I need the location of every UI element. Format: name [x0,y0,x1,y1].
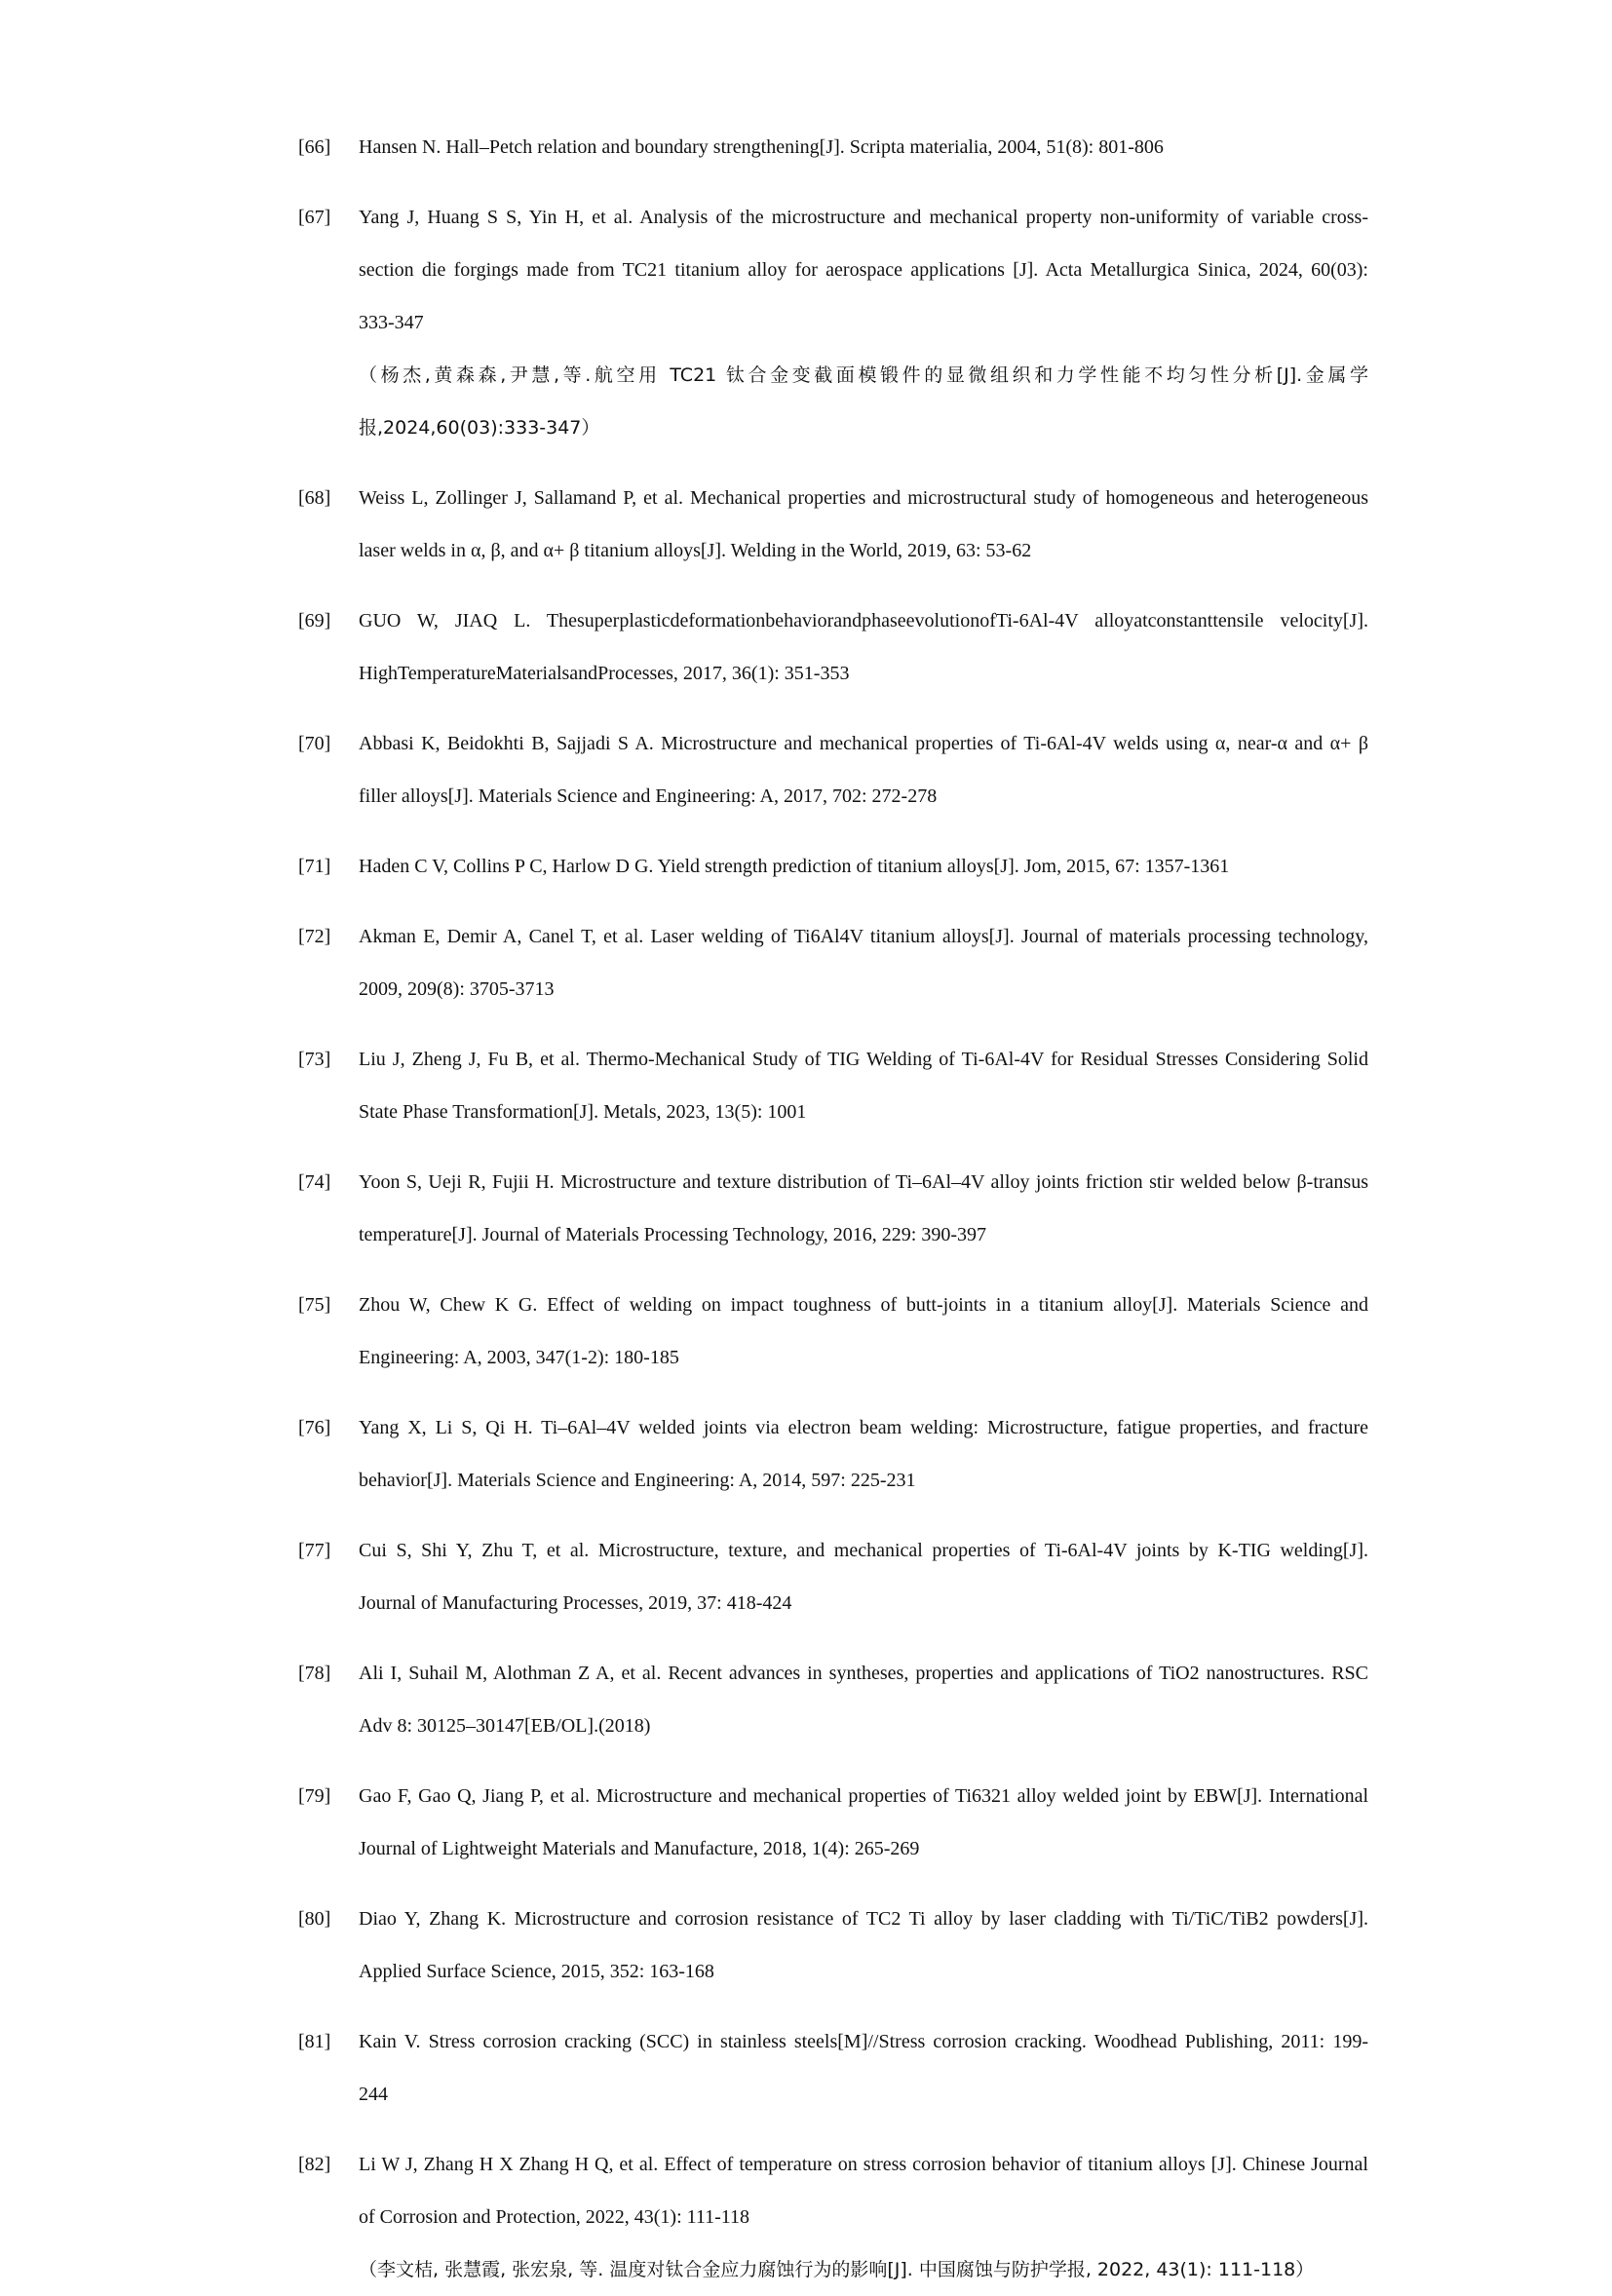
reference-number: [71] [298,856,331,877]
reference-text [359,2138,1368,2296]
reference-text [359,1893,1368,1998]
reference-line: laser welds in α, β, and α+ β titanium alloys[J]. Welding in the World, 2019, 63: 53-62 [359,540,1032,561]
reference-text [359,717,1368,823]
reference-line: section die forgings made from TC21 titanium alloy for aerospace applications [J]. Acta Metallurgica Sinica, 2024, 60(03): [359,259,1368,281]
reference-text [359,1770,1368,1875]
reference-line: Zhou W, Chew K G. Effect of welding on impact toughness of butt-joints in a titanium alloy[J]. Materials Science and [359,1294,1368,1316]
reference-text [359,191,1368,454]
reference-text [359,1401,1368,1507]
reference-line: Liu J, Zheng J, Fu B, et al. Thermo-Mechanical Study of TIG Welding of Ti-6Al-4V for Residual Stresses Considering Solid [359,1049,1368,1070]
reference-number: [80] [298,1908,331,1930]
reference-line: Weiss L, Zollinger J, Sallamand P, et al. Mechanical properties and microstructural study of homogeneous and heterogeneous [359,487,1368,509]
reference-number: [78] [298,1663,331,1684]
reference-number: [73] [298,1049,331,1070]
reference-line: Journal of Manufacturing Processes, 2019, 37: 418-424 [359,1592,792,1614]
reference-number: [66] [298,136,331,158]
reference-text [359,1524,1368,1629]
reference-line: （杨杰,黄森森,尹慧,等.航空用 TC21 钛合金变截面模锻件的显微组织和力学性能不均匀性分析[J].金属学 [359,364,1368,386]
reference-line: Kain V. Stress corrosion cracking (SCC) in stainless steels[M]//Stress corrosion cracking. Woodhead Publishing, 2011: 199- [359,2031,1368,2052]
reference-line: Ali I, Suhail M, Alothman Z A, et al. Recent advances in syntheses, properties and applications of TiO2 nanostructures. RSC [359,1663,1368,1684]
reference-line: behavior[J]. Materials Science and Engineering: A, 2014, 597: 225-231 [359,1470,916,1491]
reference-line: Haden C V, Collins P C, Harlow D G. Yield strength prediction of titanium alloys[J]. Jom, 2015, 67: 1357-1361 [359,856,1230,877]
reference-line: 2009, 209(8): 3705-3713 [359,978,555,1000]
reference-text [359,840,1368,893]
reference-line: Engineering: A, 2003, 347(1-2): 180-185 [359,1347,679,1368]
reference-number: [68] [298,487,331,509]
reference-line: Yang J, Huang S S, Yin H, et al. Analysis of the microstructure and mechanical property non-uniformity of variable cross- [359,207,1368,228]
reference-line: （李文桔, 张慧霞, 张宏泉, 等. 温度对钛合金应力腐蚀行为的影响[J]. 中国腐蚀与防护学报, 2022, 43(1): 111-118） [359,2259,1315,2280]
reference-line: Adv 8: 30125–30147[EB/OL].(2018) [359,1715,651,1737]
reference-line: GUO W, JIAQ L. Thesuperplasticdeformationbehaviorandphaseevolutionof​Ti-6Al-4V alloyatconstanttensile velocity[J]. [359,610,1368,631]
reference-text [359,1156,1368,1261]
reference-line: Journal of Lightweight Materials and Manufacture, 2018, 1(4): 265-269 [359,1838,920,1859]
reference-line: 244 [359,2084,388,2105]
reference-line: Gao F, Gao Q, Jiang P, et al. Microstructure and mechanical properties of Ti6321 alloy welded joint by EBW[J]. International [359,1785,1368,1807]
reference-line: State Phase Transformation[J]. Metals, 2023, 13(5): 1001 [359,1101,807,1123]
reference-text [359,1033,1368,1138]
reference-line: Yoon S, Ueji R, Fujii H. Microstructure and texture distribution of Ti–6Al–4V alloy joints friction stir welded below β-transus [359,1171,1368,1193]
reference-number: [76] [298,1417,331,1438]
reference-text [359,472,1368,577]
reference-text [359,594,1368,700]
reference-line: Yang X, Li S, Qi H. Ti–6Al–4V welded joints via electron beam welding: Microstructure, fatigue properties, and fracture [359,1417,1368,1438]
reference-line: Diao Y, Zhang K. Microstructure and corrosion resistance of TC2 Ti alloy by laser cladding with Ti/TiC/TiB2 powders[J]. [359,1908,1368,1930]
reference-number: [74] [298,1171,331,1193]
reference-number: [75] [298,1294,331,1316]
reference-line: Abbasi K, Beidokhti B, Sajjadi S A. Microstructure and mechanical properties of Ti-6Al-4V welds using α, near-α and α+ β [359,733,1368,754]
reference-number: [70] [298,733,331,754]
reference-text [359,2015,1368,2121]
reference-line: Li W J, Zhang H X Zhang H Q, et al. Effect of temperature on stress corrosion behavior of titanium alloys [J]. Chinese Journal [359,2154,1368,2175]
reference-line: Cui S, Shi Y, Zhu T, et al. Microstructure, texture, and mechanical properties of Ti-6Al-4V joints by K-TIG welding[J]. [359,1540,1368,1561]
reference-number: [67] [298,207,331,228]
reference-text [359,1279,1368,1384]
reference-line: of Corrosion and Protection, 2022, 43(1): 111-118 [359,2206,750,2228]
reference-text [359,121,1368,173]
reference-line: filler alloys[J]. Materials Science and Engineering: A, 2017, 702: 272-278 [359,785,938,807]
reference-text [359,1647,1368,1752]
reference-line: Akman E, Demir A, Canel T, et al. Laser welding of Ti6Al4V titanium alloys[J]. Journal of materials processing technology, [359,926,1368,947]
reference-number: [82] [298,2154,331,2175]
reference-line: temperature[J]. Journal of Materials Processing Technology, 2016, 229: 390-397 [359,1224,987,1245]
reference-number: [79] [298,1785,331,1807]
reference-text [359,910,1368,1015]
reference-number: [77] [298,1540,331,1561]
reference-line: HighTemperatureMaterialsandProcesses, 2017, 36(1): 351-353 [359,663,850,684]
reference-line: 333-347 [359,312,424,333]
reference-number: [69] [298,610,331,631]
reference-line: Hansen N. Hall–Petch relation and boundary strengthening[J]. Scripta materialia, 2004, 51(8): 801-806 [359,136,1164,158]
reference-number: [81] [298,2031,331,2052]
reference-line: 报,2024,60(03):333-347） [359,417,600,439]
reference-number: [72] [298,926,331,947]
reference-line: Applied Surface Science, 2015, 352: 163-168 [359,1961,714,1982]
